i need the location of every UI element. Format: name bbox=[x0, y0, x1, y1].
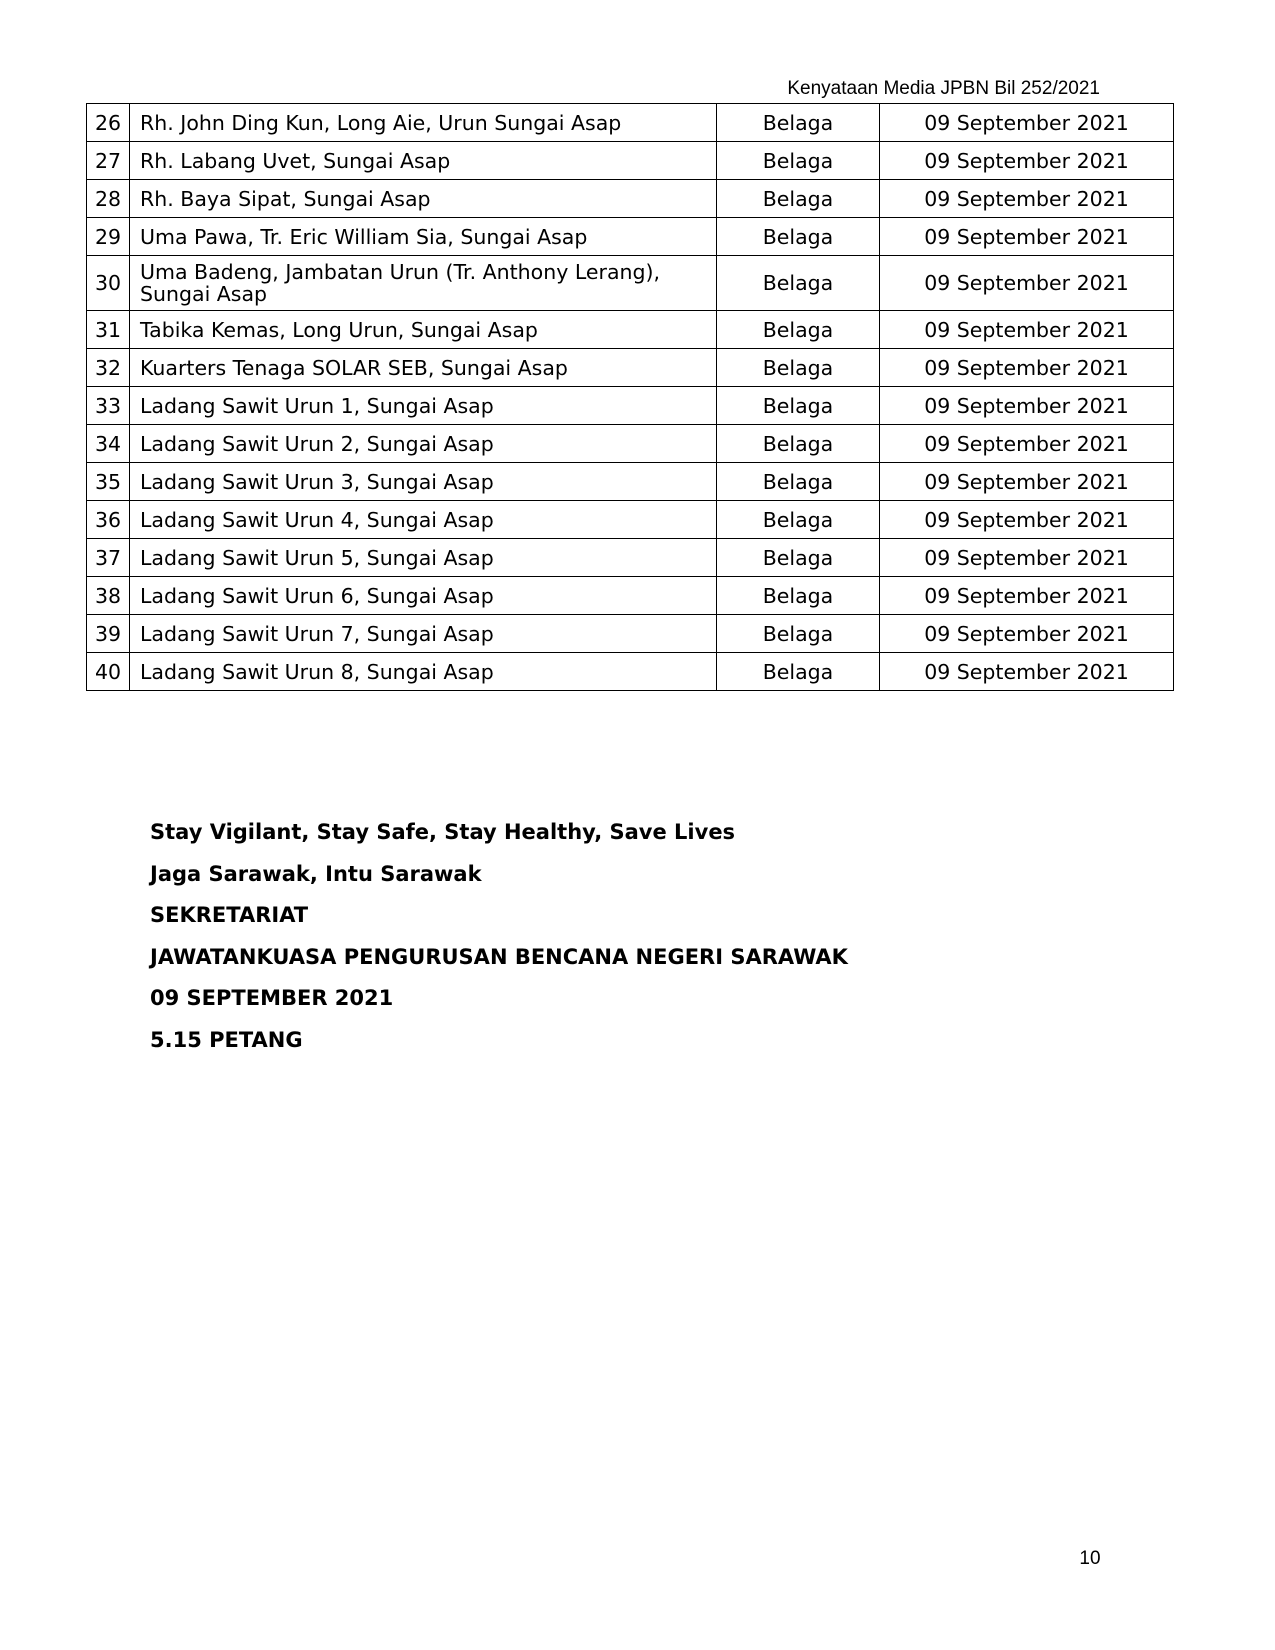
row-location: Ladang Sawit Urun 4, Sungai Asap bbox=[130, 501, 717, 539]
row-location: Ladang Sawit Urun 5, Sungai Asap bbox=[130, 539, 717, 577]
table-row bbox=[87, 577, 1174, 615]
row-location: Rh. Labang Uvet, Sungai Asap bbox=[130, 142, 717, 180]
closing-secretariat: SEKRETARIAT bbox=[150, 903, 309, 928]
row-location: Tabika Kemas, Long Urun, Sungai Asap bbox=[130, 311, 717, 349]
row-district: Belaga bbox=[717, 104, 880, 142]
row-date: 09 September 2021 bbox=[880, 463, 1174, 501]
row-location: Ladang Sawit Urun 1, Sungai Asap bbox=[130, 387, 717, 425]
row-district: Belaga bbox=[717, 615, 880, 653]
table-row bbox=[87, 180, 1174, 218]
row-number: 29 bbox=[87, 218, 130, 256]
row-district: Belaga bbox=[717, 349, 880, 387]
row-date: 09 September 2021 bbox=[880, 387, 1174, 425]
row-number: 37 bbox=[87, 539, 130, 577]
row-district: Belaga bbox=[717, 539, 880, 577]
row-district: Belaga bbox=[717, 501, 880, 539]
page-number: 10 bbox=[1079, 1548, 1101, 1569]
row-number: 36 bbox=[87, 501, 130, 539]
row-district: Belaga bbox=[717, 425, 880, 463]
row-number: 32 bbox=[87, 349, 130, 387]
row-district: Belaga bbox=[717, 577, 880, 615]
row-date: 09 September 2021 bbox=[880, 577, 1174, 615]
table-row bbox=[87, 463, 1174, 501]
row-number: 30 bbox=[87, 256, 130, 311]
row-number: 34 bbox=[87, 425, 130, 463]
row-location: Uma Badeng, Jambatan Urun (Tr. Anthony Lerang), Sungai Asap bbox=[130, 256, 717, 311]
row-date: 09 September 2021 bbox=[880, 349, 1174, 387]
row-date: 09 September 2021 bbox=[880, 425, 1174, 463]
table-row bbox=[87, 501, 1174, 539]
table-row bbox=[87, 653, 1174, 691]
table-row bbox=[87, 539, 1174, 577]
row-number: 39 bbox=[87, 615, 130, 653]
row-district: Belaga bbox=[717, 463, 880, 501]
closing-statement bbox=[150, 812, 848, 1062]
row-location: Rh. Baya Sipat, Sungai Asap bbox=[130, 180, 717, 218]
row-date: 09 September 2021 bbox=[880, 501, 1174, 539]
row-date: 09 September 2021 bbox=[880, 104, 1174, 142]
row-district: Belaga bbox=[717, 256, 880, 311]
closing-slogan: Stay Vigilant, Stay Safe, Stay Healthy, Save Lives bbox=[150, 820, 736, 844]
table-body bbox=[87, 104, 1174, 691]
row-number: 40 bbox=[87, 653, 130, 691]
table-row bbox=[87, 387, 1174, 425]
row-number: 38 bbox=[87, 577, 130, 615]
row-district: Belaga bbox=[717, 387, 880, 425]
row-date: 09 September 2021 bbox=[880, 539, 1174, 577]
row-number: 33 bbox=[87, 387, 130, 425]
closing-committee: JAWATANKUASA PENGURUSAN BENCANA NEGERI SARAWAK bbox=[150, 944, 848, 969]
row-location: Kuarters Tenaga SOLAR SEB, Sungai Asap bbox=[130, 349, 717, 387]
row-location: Ladang Sawit Urun 8, Sungai Asap bbox=[130, 653, 717, 691]
row-number: 31 bbox=[87, 311, 130, 349]
table-row bbox=[87, 615, 1174, 653]
row-number: 26 bbox=[87, 104, 130, 142]
row-location: Ladang Sawit Urun 7, Sungai Asap bbox=[130, 615, 717, 653]
row-number: 27 bbox=[87, 142, 130, 180]
table-row bbox=[87, 425, 1174, 463]
table-row bbox=[87, 311, 1174, 349]
row-date: 09 September 2021 bbox=[880, 180, 1174, 218]
row-date: 09 September 2021 bbox=[880, 256, 1174, 311]
row-number: 35 bbox=[87, 463, 130, 501]
row-date: 09 September 2021 bbox=[880, 653, 1174, 691]
row-date: 09 September 2021 bbox=[880, 311, 1174, 349]
row-district: Belaga bbox=[717, 180, 880, 218]
closing-motto: Jaga Sarawak, Intu Sarawak bbox=[150, 861, 482, 886]
row-number: 28 bbox=[87, 180, 130, 218]
table-row bbox=[87, 104, 1174, 142]
row-date: 09 September 2021 bbox=[880, 142, 1174, 180]
row-location: Ladang Sawit Urun 6, Sungai Asap bbox=[130, 577, 717, 615]
table-row bbox=[87, 349, 1174, 387]
row-location: Rh. John Ding Kun, Long Aie, Urun Sungai Asap bbox=[130, 104, 717, 142]
row-location: Ladang Sawit Urun 2, Sungai Asap bbox=[130, 425, 717, 463]
row-location: Ladang Sawit Urun 3, Sungai Asap bbox=[130, 463, 717, 501]
row-date: 09 September 2021 bbox=[880, 615, 1174, 653]
row-location: Uma Pawa, Tr. Eric William Sia, Sungai Asap bbox=[130, 218, 717, 256]
closing-date: 09 SEPTEMBER 2021 bbox=[150, 986, 394, 1011]
row-district: Belaga bbox=[717, 142, 880, 180]
page-header: Kenyataan Media JPBN Bil 252/2021 bbox=[787, 78, 1100, 99]
row-district: Belaga bbox=[717, 653, 880, 691]
row-district: Belaga bbox=[717, 218, 880, 256]
affected-areas-table bbox=[86, 103, 1174, 691]
table-row bbox=[87, 256, 1174, 311]
row-date: 09 September 2021 bbox=[880, 218, 1174, 256]
table-row bbox=[87, 218, 1174, 256]
row-district: Belaga bbox=[717, 311, 880, 349]
table-row bbox=[87, 142, 1174, 180]
closing-time: 5.15 PETANG bbox=[150, 1027, 303, 1052]
